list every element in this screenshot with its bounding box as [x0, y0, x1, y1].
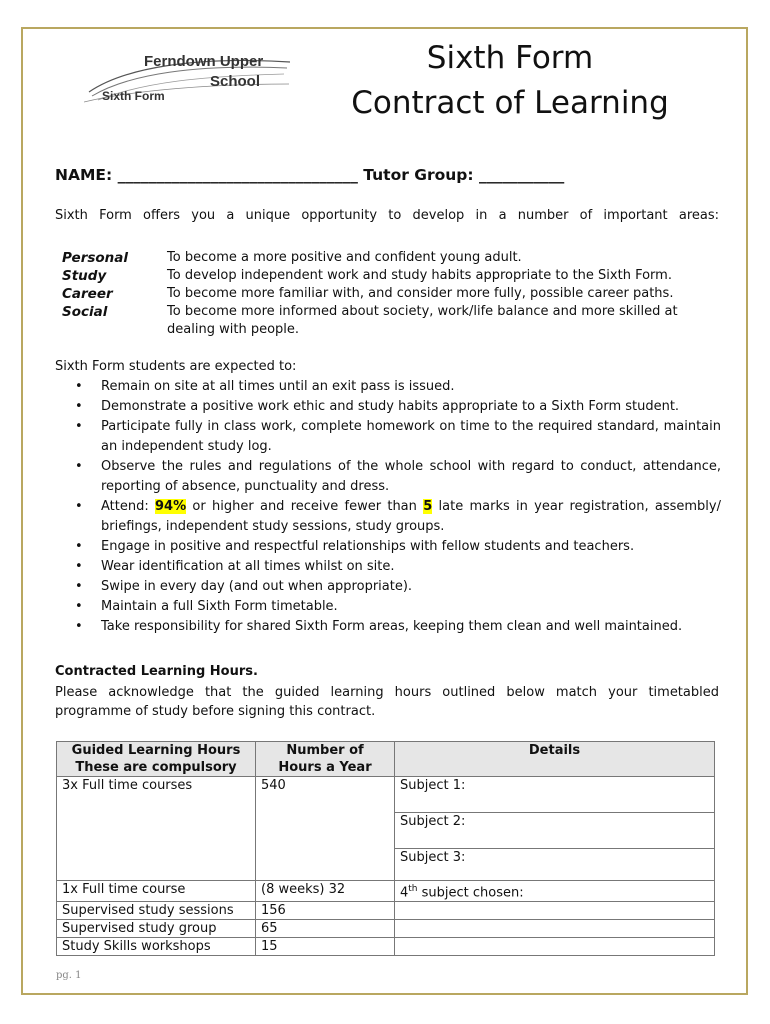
header-guided-hours [57, 742, 256, 777]
development-areas [62, 249, 722, 339]
fourth-subject-field[interactable] [395, 881, 715, 902]
area-row [62, 285, 722, 303]
area-name: Study [62, 268, 107, 284]
logo-line3: Sixth Form [102, 89, 165, 103]
page-number: pg. 1 [56, 970, 82, 981]
title-line1: Sixth Form [426, 40, 594, 76]
detail-text: subject chosen: [417, 885, 524, 901]
header-text: Hours a Year [278, 760, 372, 775]
logo-line2: School [210, 73, 261, 90]
header-text: These are compulsory [75, 760, 237, 775]
list-item: • Take responsibility for shared Sixth Form areas, keeping them clean and well maintained. [55, 617, 721, 637]
table-cell-details [395, 920, 715, 938]
list-item: • Observe the rules and regulations of the whole school with regard to conduct, attendance, reporting of absence, punctuality and dress. [55, 457, 721, 497]
detail-text: 4 [400, 885, 409, 901]
page-title [330, 36, 690, 126]
name-label: NAME: [55, 166, 113, 184]
table-row [57, 920, 715, 938]
hours-section-text: Please acknowledge that the guided learning hours outlined below match your timetabled programme of study before signing this contract. [55, 685, 719, 719]
table-cell-course: 3x Full time courses [57, 777, 256, 881]
table-row [57, 777, 715, 813]
detail-sup: th [408, 884, 418, 894]
table-header-row [57, 742, 715, 777]
table-row [57, 902, 715, 920]
table-cell-hours: (8 weeks) 32 [256, 881, 395, 902]
area-desc: To become more informed about society, work/life balance and more skilled at dealing with people. [167, 304, 678, 337]
header-text: Guided Learning Hours [71, 743, 241, 758]
intro-text: Sixth Form offers you a unique opportunity to develop in a number of important areas: [55, 208, 719, 223]
header-text: Number of [286, 743, 364, 758]
learning-hours-table [56, 741, 715, 956]
school-logo [84, 48, 294, 108]
header-details: Details [395, 742, 715, 777]
table-cell-course: Supervised study group [57, 920, 256, 938]
expectations-list [55, 377, 721, 637]
name-field[interactable]: _______________________________ [117, 166, 358, 184]
expectations-heading: Sixth Form students are expected to: [55, 359, 297, 374]
title-line2: Contract of Learning [351, 85, 669, 121]
list-item: • Demonstrate a positive work ethic and study habits appropriate to a Sixth Form student. [55, 397, 721, 417]
list-item: • Swipe in every day (and out when appropriate). [55, 577, 721, 597]
list-item: • Maintain a full Sixth Form timetable. [55, 597, 721, 617]
table-row [57, 938, 715, 956]
list-item: • Participate fully in class work, complete homework on time to the required standard, maintain an independent study log. [55, 417, 721, 457]
area-row [62, 249, 722, 267]
attendance-prefix: Attend: [101, 499, 156, 514]
hours-section-title: Contracted Learning Hours. [55, 664, 258, 679]
table-cell-course: Study Skills workshops [57, 938, 256, 956]
area-desc: To become more familiar with, and consider more fully, possible career paths. [167, 286, 674, 301]
attendance-suffix: late marks in year registration, assembly/ briefings, independent study sessions, study groups. [101, 499, 721, 534]
table-cell-hours: 65 [256, 920, 395, 938]
area-desc: To develop independent work and study habits appropriate to the Sixth Form. [167, 268, 672, 283]
table-row [57, 881, 715, 902]
table-cell-details [395, 938, 715, 956]
area-name: Career [62, 286, 113, 302]
logo-swoosh-icon [84, 48, 294, 108]
late-marks-limit: 5 [423, 499, 433, 514]
attendance-mid: or higher and receive fewer than [186, 499, 424, 514]
area-name: Personal [62, 250, 129, 266]
area-desc: To become a more positive and confident young adult. [167, 250, 522, 265]
table-cell-course: 1x Full time course [57, 881, 256, 902]
table-cell-course: Supervised study sessions [57, 902, 256, 920]
area-row [62, 303, 722, 339]
table-cell-details [395, 902, 715, 920]
logo-line1: Ferndown Upper [144, 53, 264, 70]
subject-1-field[interactable]: Subject 1: [395, 777, 715, 813]
table-cell-hours: 156 [256, 902, 395, 920]
list-item: • Remain on site at all times until an exit pass is issued. [55, 377, 721, 397]
tutor-group-field[interactable]: ___________ [479, 166, 565, 184]
list-item: • Engage in positive and respectful relationships with fellow students and teachers. [55, 537, 721, 557]
area-row [62, 267, 722, 285]
attendance-percent: 94% [155, 499, 187, 514]
subject-3-field[interactable]: Subject 3: [395, 849, 715, 881]
header-hours-year [256, 742, 395, 777]
area-name: Social [62, 304, 108, 320]
list-item: • Wear identification at all times whilst on site. [55, 557, 721, 577]
list-item-attendance [55, 497, 721, 537]
table-cell-hours: 15 [256, 938, 395, 956]
subject-2-field[interactable]: Subject 2: [395, 813, 715, 849]
name-tutor-row [55, 166, 564, 184]
table-cell-hours: 540 [256, 777, 395, 881]
tutor-group-label: Tutor Group: [363, 166, 474, 184]
